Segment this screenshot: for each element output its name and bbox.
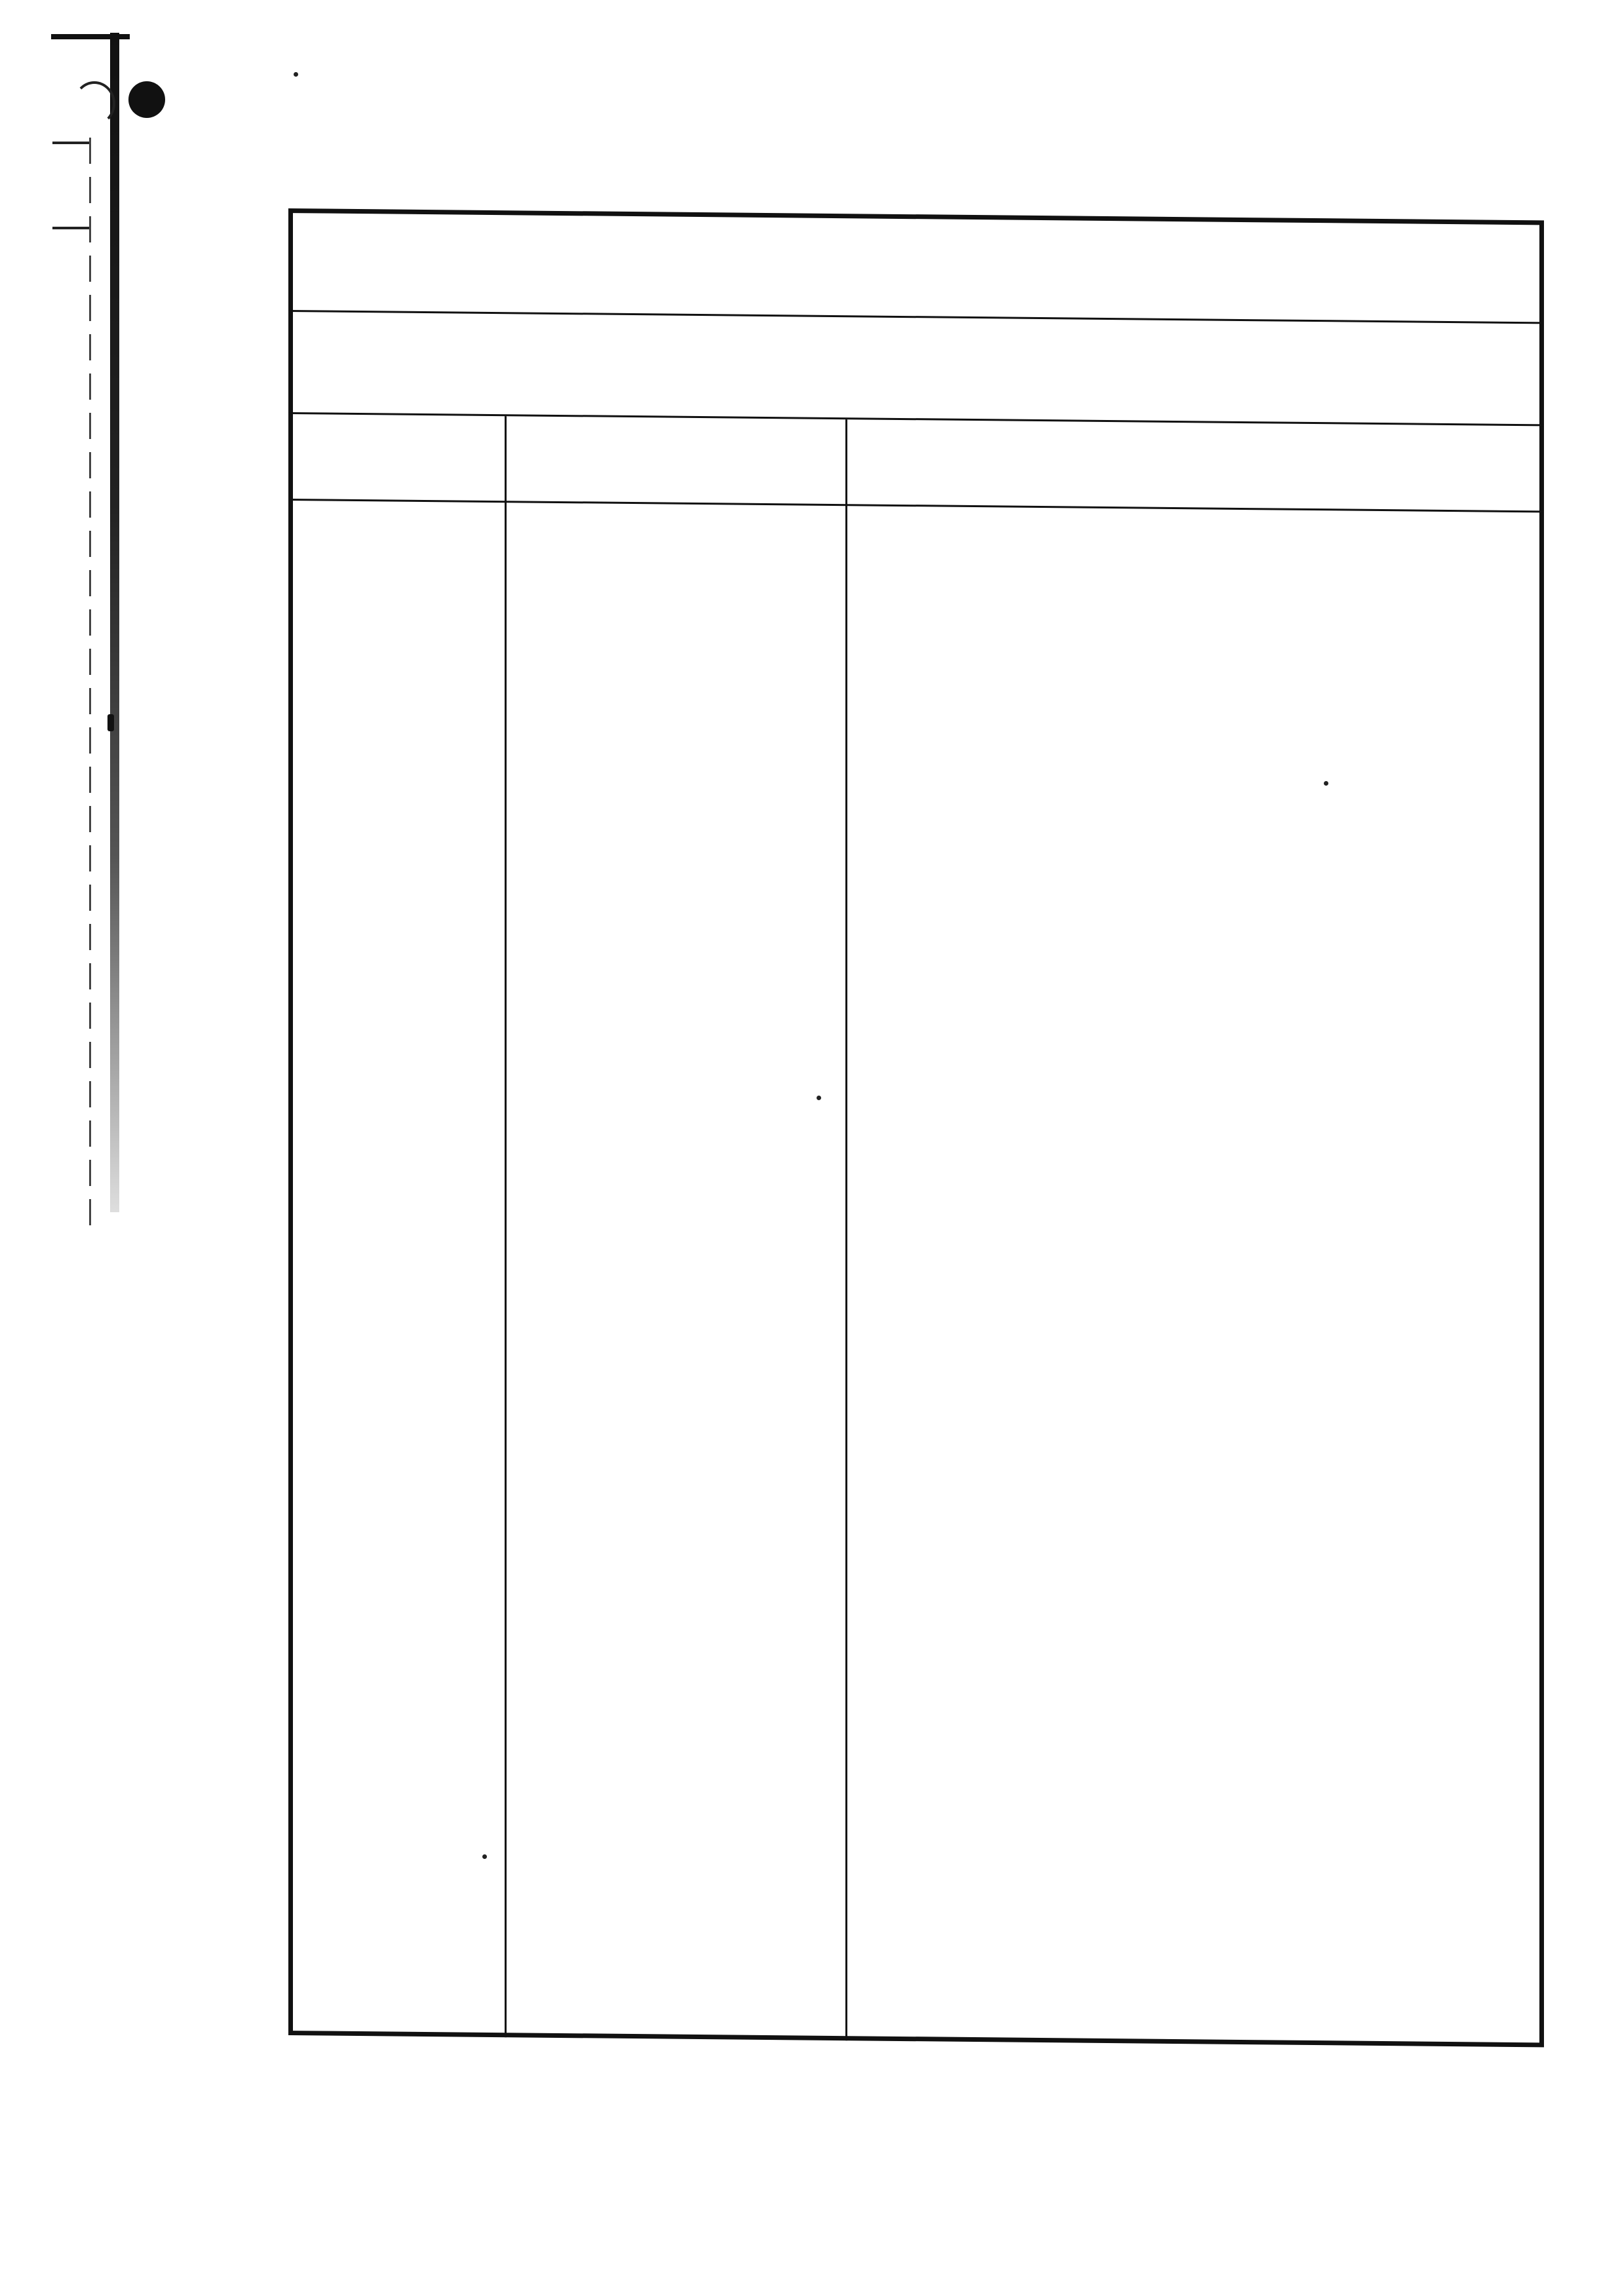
scan-binding-arc <box>73 81 115 126</box>
section-heading <box>393 342 1442 352</box>
scan-binding-tick <box>52 227 89 229</box>
section-heading-row <box>288 312 1544 426</box>
scan-speck <box>294 72 298 77</box>
scan-binding-tick <box>52 142 89 144</box>
column-divider <box>505 416 507 2037</box>
column-header-row <box>288 414 1544 512</box>
column-header-approval <box>505 416 845 504</box>
form-title-row <box>288 208 1544 324</box>
usage-license-attachment-form <box>288 208 1544 2047</box>
scan-binding-mark <box>107 714 114 731</box>
scan-binding-line <box>89 138 91 1238</box>
scan-punch-hole <box>128 81 165 118</box>
scan-binding-edge <box>110 33 119 1212</box>
column-header-change <box>288 414 505 501</box>
column-divider <box>845 419 847 2040</box>
column-header-completion <box>845 419 1544 510</box>
